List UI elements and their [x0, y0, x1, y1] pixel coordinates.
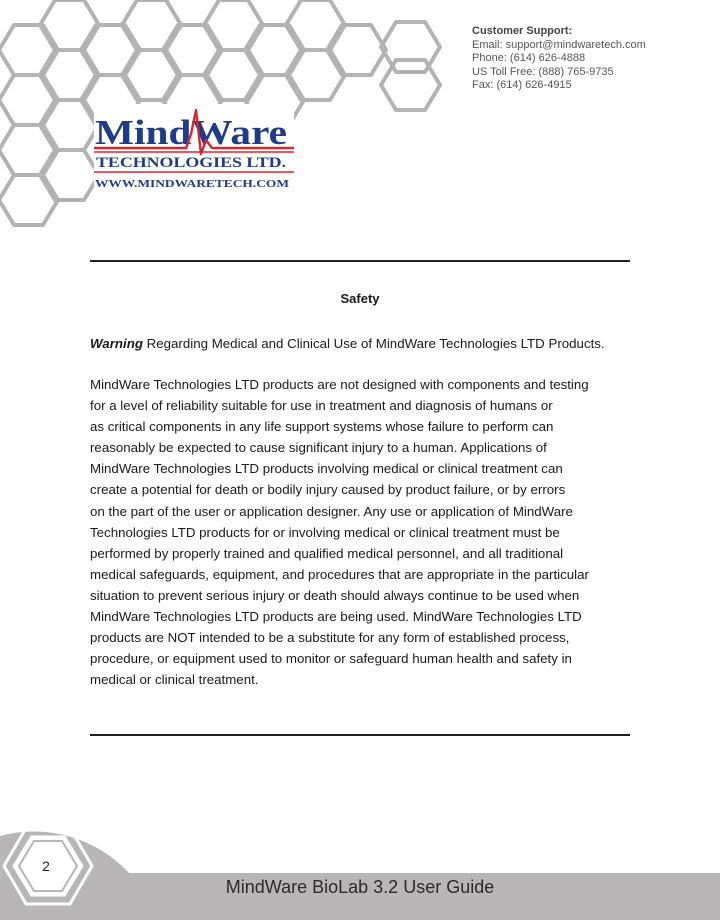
- footer-title: [0, 877, 720, 898]
- body-line: products are NOT intended to be a substitute for any form of established process,: [90, 630, 570, 646]
- body-line: medical or clinical treatment.: [90, 672, 259, 688]
- section-heading: Safety: [340, 291, 380, 306]
- body-line: create a potential for death or bodily injury caused by product failure, or by errors: [90, 482, 566, 498]
- page-number-hexagon-icon: [0, 812, 130, 920]
- page-number: 2: [42, 858, 50, 874]
- mindware-logo: [94, 104, 294, 192]
- document-title: MindWare BioLab 3.2 User Guide: [225, 877, 495, 897]
- body-line: MindWare Technologies LTD products involving medical or clinical treatment can: [90, 461, 563, 477]
- logo-subtitle: TECHNOLOGIES LTD.: [96, 155, 287, 171]
- support-title: Customer Support:: [472, 25, 573, 37]
- support-fax: Fax: (614) 626-4915: [472, 79, 572, 91]
- support-toll-free: US Toll Free: (888) 765-9735: [472, 65, 614, 78]
- body-line: MindWare Technologies LTD products are not designed with components and testing: [90, 377, 589, 392]
- bottom-divider: [90, 734, 630, 736]
- logo-url: WWW.MINDWARETECH.COM: [95, 178, 290, 190]
- warning-text: Regarding Medical and Clinical Use of MindWare Technologies LTD Products.: [142, 336, 605, 351]
- body-line: medical safeguards, equipment, and procedures that are appropriate in the particular: [90, 566, 589, 582]
- body-line: performed by properly trained and qualified medical personnel, and all traditional: [90, 545, 564, 561]
- logo-name: MindWare: [95, 113, 287, 152]
- body-line: situation to prevent serious injury or death should always continue to be used when: [90, 587, 580, 603]
- body-line: for a level of reliability suitable for use in treatment and diagnosis of humans or: [90, 398, 553, 414]
- warning-label: Warning: [90, 336, 143, 351]
- body-line: MindWare Technologies LTD products are being used. MindWare Technologies LTD: [90, 609, 582, 625]
- body-line: Technologies LTD products for or involving medical or clinical treatment must be: [90, 524, 560, 540]
- top-divider: [90, 260, 630, 262]
- support-phone: Phone: (614) 626-4888: [472, 52, 586, 64]
- customer-support-block: [472, 25, 646, 93]
- safety-body-paragraph: [90, 374, 650, 690]
- warning-paragraph: [90, 333, 650, 354]
- body-line: on the part of the user or application designer. Any use or application of MindWare: [90, 503, 573, 519]
- support-email: Email: support@mindwaretech.com: [472, 38, 646, 51]
- body-line: as critical components in any life support systems whose failure to perform can: [90, 419, 554, 435]
- body-line: reasonably be expected to cause significant injury to a human. Applications of: [90, 440, 547, 456]
- body-line: procedure, or equipment used to monitor or safeguard human health and safety in: [90, 651, 572, 667]
